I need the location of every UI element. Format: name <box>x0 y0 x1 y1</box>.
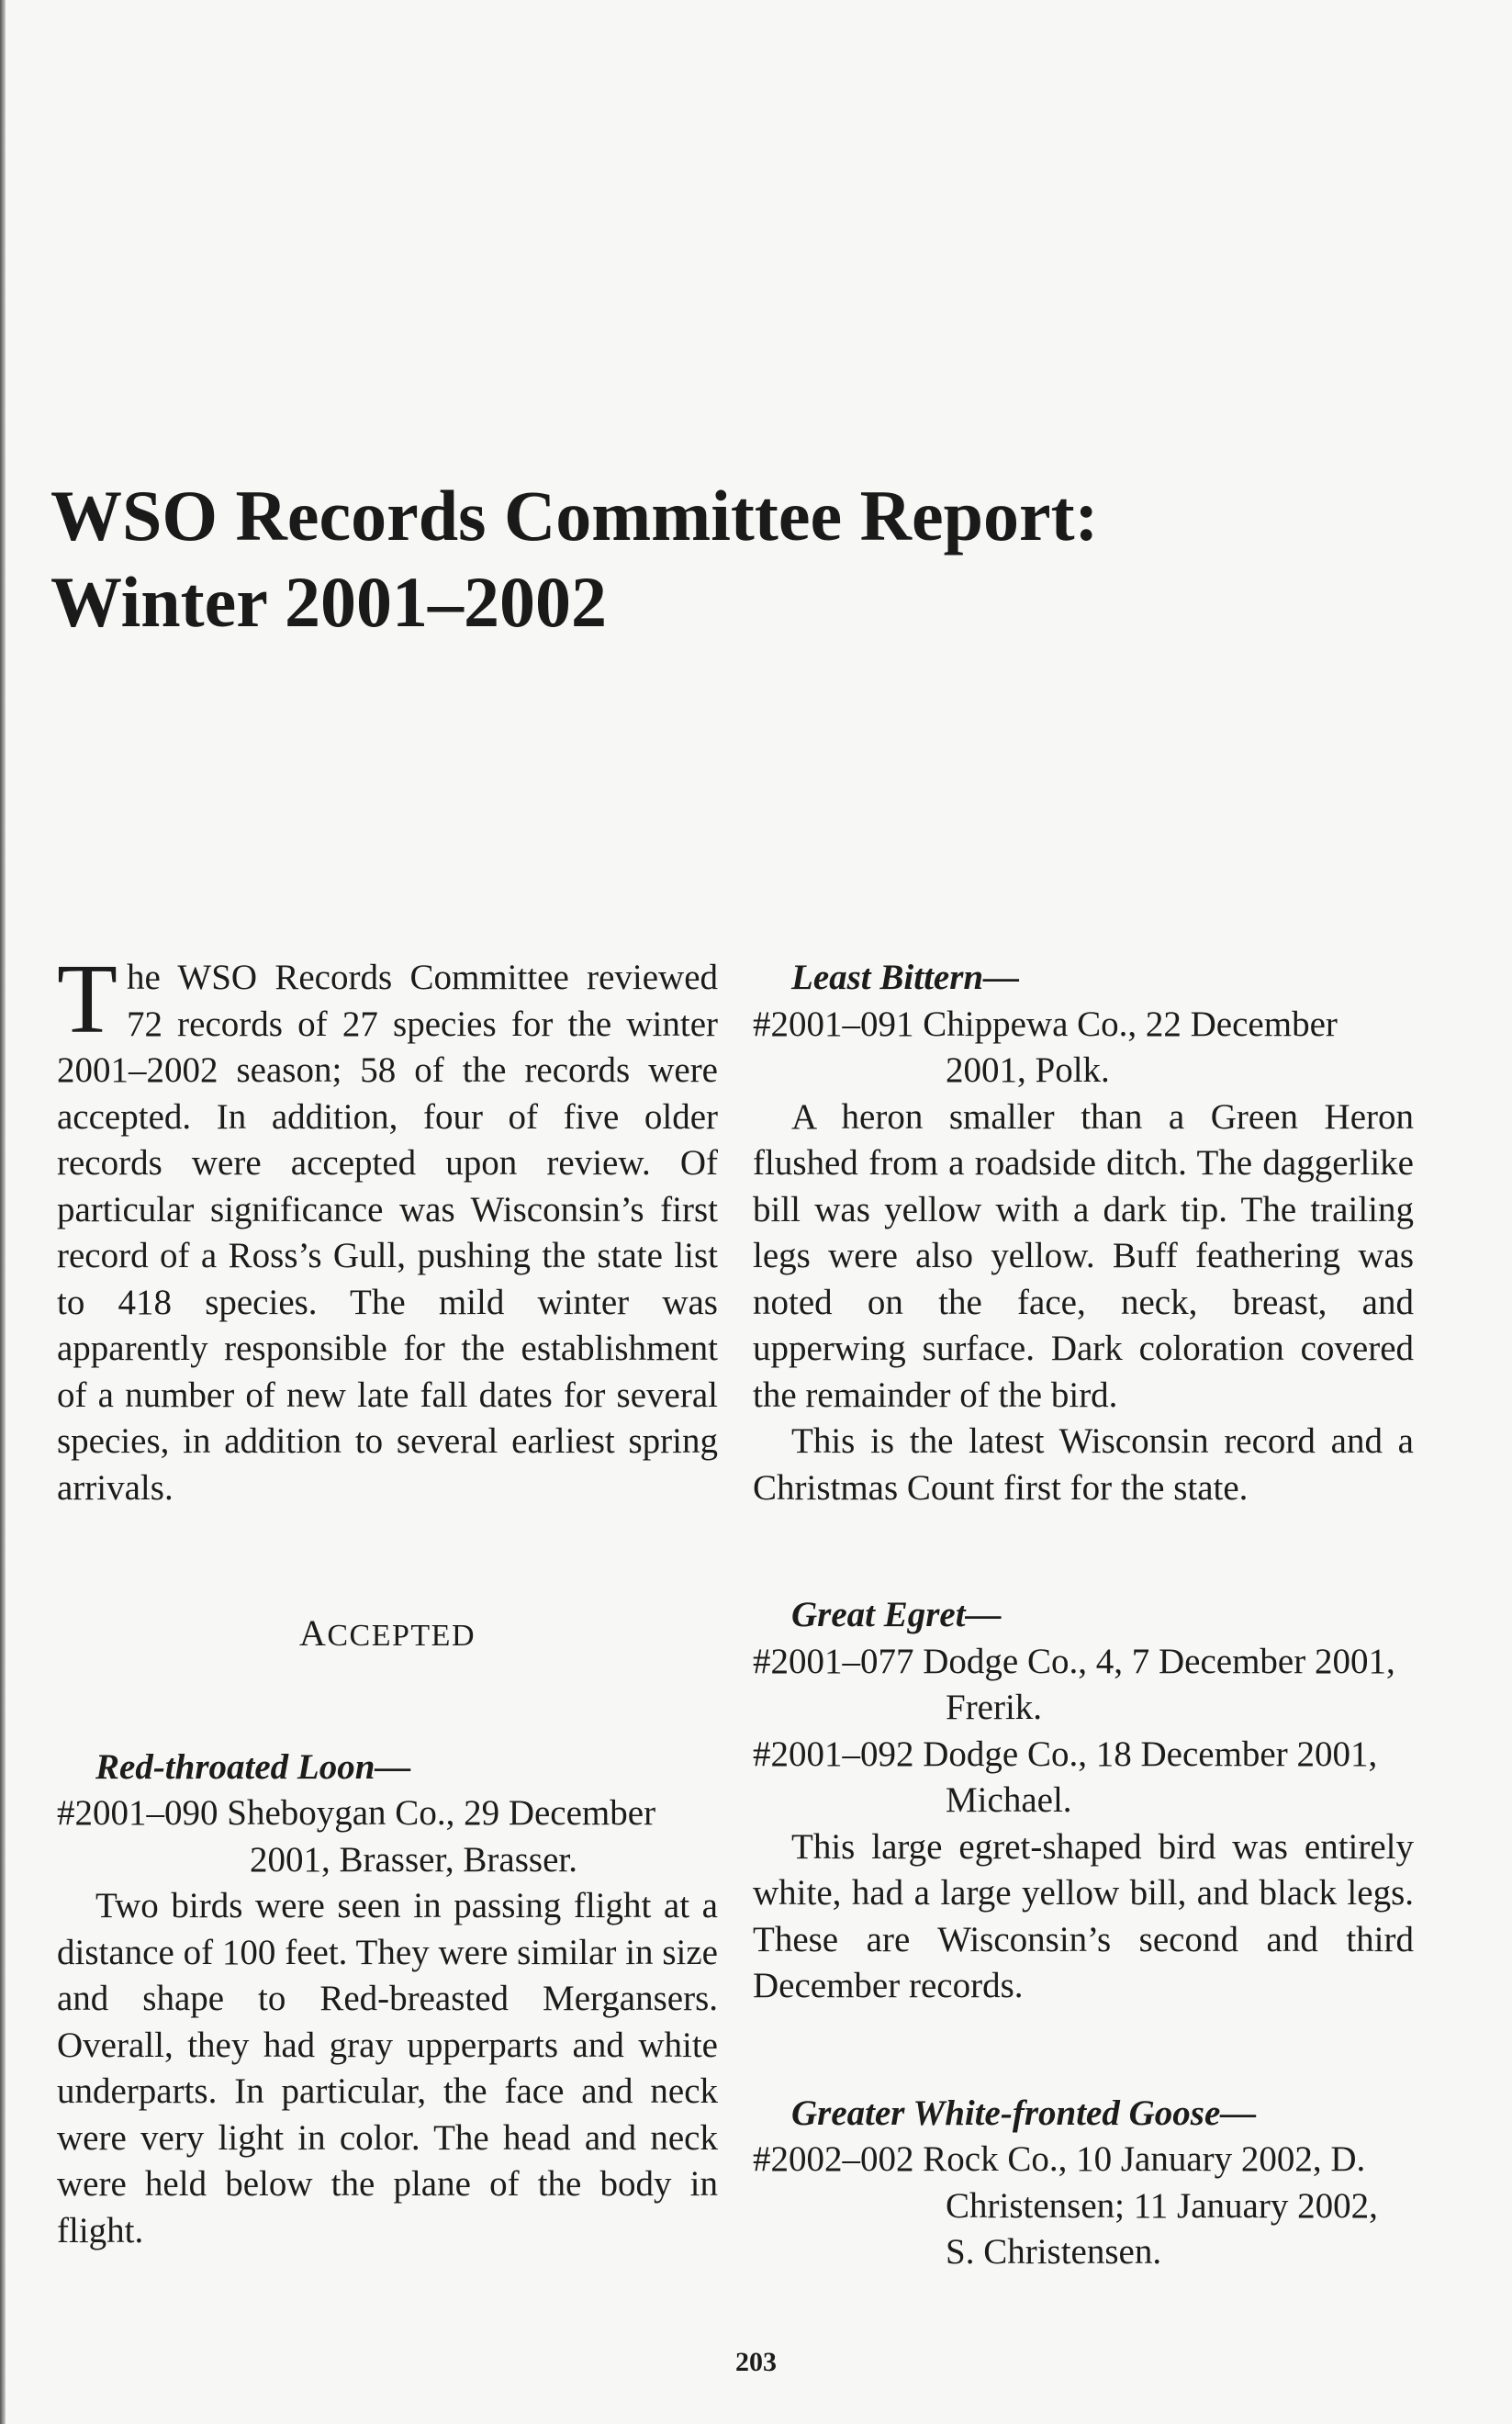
article-title <box>50 473 1336 645</box>
record-entry: #2001–090 Sheboygan Co., 29 December 2001, Brasser, Brasser. <box>57 1793 656 1880</box>
left-column <box>57 945 718 2254</box>
species-account-great-egret <box>753 1592 1414 2010</box>
record-entry: #2001–091 Chippewa Co., 22 December 2001, Polk. <box>753 1004 1338 1090</box>
species-name: Greater White-fronted Goose— <box>791 2093 1257 2133</box>
record-entry: #2002–002 Rock Co., 10 January 2002, D. Christensen; 11 January 2002, S. Christensen. <box>753 2139 1378 2272</box>
account-paragraph: This large egret-shaped bird was entirely white, had a large yellow bill, and black legs. These are Wisconsin’s second and third December records. <box>753 1826 1414 2005</box>
right-column <box>753 955 1414 2276</box>
intro-text: he WSO Records Committee reviewed 72 records of 27 species for the winter 2001–2002 season; 58 of the records were accepted. In addition, four of five older records were accepted upon review. Of particular significance was Wisconsin’s first record of a Ross’s Gull, pushing the state list to 418 species. The mild winter was apparently responsible for the establishment of a number of new late fall dates for several species, in addition to several earliest spring arrivals. <box>57 958 718 1508</box>
species-account-greater-white-fronted-goose <box>753 2091 1414 2276</box>
species-name: Least Bittern— <box>791 958 1020 997</box>
species-account-red-throated-loon <box>57 1745 718 2255</box>
page-edge-shadow <box>0 0 6 2424</box>
intro-paragraph <box>57 945 718 1511</box>
record-entry: #2001–092 Dodge Co., 18 December 2001, Michael. <box>753 1734 1378 1820</box>
title-line-1: WSO Records Committee Report: <box>50 476 1099 556</box>
species-name: Great Egret— <box>791 1595 1002 1634</box>
drop-cap: T <box>57 945 118 1054</box>
account-paragraph: A heron smaller than a Green Heron flushed from a roadside ditch. The daggerlike bill was yellow with a dark tip. The trailing legs were also yellow. Buff feathering was noted on the face, neck, breast, and upperwing surface. Dark coloration covered the remainder of the bird. <box>753 1096 1414 1415</box>
account-paragraph: Two birds were seen in passing flight at a distance of 100 feet. They were similar in size and shape to Red-breasted Mergansers. Overall, they had gray upperparts and white underparts. In particular, the face and neck were very light in color. The head and neck were held below the plane of the body in flight. <box>57 1886 718 2250</box>
species-account-least-bittern <box>753 955 1414 1511</box>
record-entry: #2001–077 Dodge Co., 4, 7 December 2001, Frerik. <box>753 1641 1395 1727</box>
title-line-2: Winter 2001–2002 <box>50 562 607 642</box>
account-paragraph: This is the latest Wisconsin record and a Christmas Count first for the state. <box>753 1421 1414 1508</box>
page-number: 203 <box>735 2347 777 2377</box>
section-heading-accepted: ACCEPTED <box>298 1612 476 1654</box>
species-name: Red-throated Loon— <box>95 1746 411 1787</box>
